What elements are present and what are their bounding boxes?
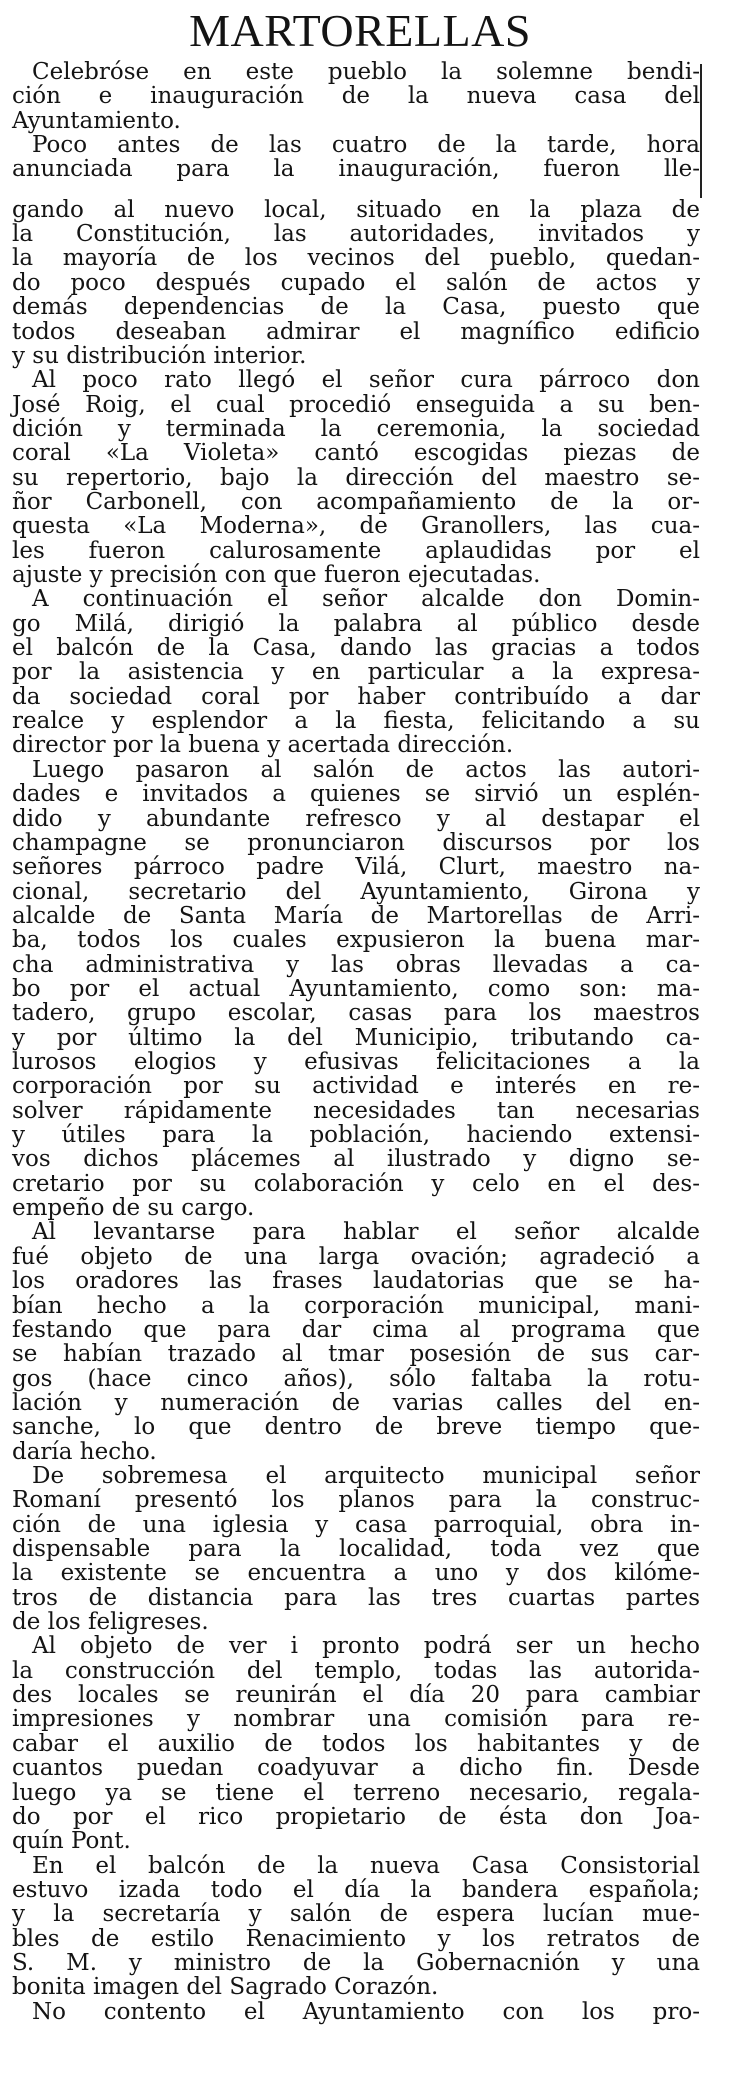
article-line: director por la buena y acertada dirección.	[12, 732, 514, 759]
article-line: impresiones y nombrar una comisión para re-	[12, 1706, 700, 1733]
article-line: por la asistencia y en particular a la expresa-	[12, 659, 700, 686]
article-line: lación y numeración de varias calles del en-	[12, 1389, 700, 1416]
article-line: dido y abundante refresco y al destapar el	[12, 805, 700, 832]
article-line: Luego pasaron al salón de actos las autori-	[32, 756, 700, 783]
article-line: la mayoría de los vecinos del pueblo, quedan-	[12, 245, 700, 272]
article-line: solver rápidamente necesidades tan necesarias	[12, 1097, 700, 1124]
article-line: la existente se encuentra a uno y dos kilóme-	[12, 1560, 700, 1587]
article-line: Celebróse en este pueblo la solemne bendi-	[32, 59, 700, 85]
article-line: do poco después cupado el salón de actos y	[12, 269, 700, 296]
article-line: ñor Carbonell, con acompañamiento de la or-	[12, 488, 700, 515]
article-line: alcalde de Santa María de Martorellas de Arri-	[12, 902, 700, 929]
article-line: les fueron calurosamente aplaudidas por el	[12, 537, 700, 564]
article-line: cional, secretario del Ayuntamiento, Girona y	[12, 878, 700, 905]
article-line: todos deseaban admirar el magnífico edificio	[12, 318, 700, 345]
article-line: ajuste y precisión con que fueron ejecutadas.	[12, 562, 541, 588]
article-line: S. M. y ministro de la Gobernacnión y una	[12, 1949, 700, 1976]
article-line: champagne se pronunciaron discursos por los	[12, 829, 700, 856]
article-line: tros de distancia para las tres cuartas partes	[12, 1584, 700, 1611]
article-line: vos dichos plácemes al ilustrado y digno se-	[12, 1146, 700, 1173]
article-line: dispensable para la localidad, toda vez que	[12, 1536, 700, 1562]
article-line: demás dependencias de la Casa, puesto que	[12, 294, 700, 321]
article-line: de los feligreses.	[12, 1609, 209, 1636]
article-line: su repertorio, bajo la dirección del maestro se-	[12, 464, 700, 491]
article-line: festando que para dar cima al programa que	[12, 1316, 700, 1343]
article-line: Ayuntamiento.	[12, 107, 181, 134]
article-line: gos (hace cinco años), sólo faltaba la rotu-	[12, 1365, 700, 1392]
article-line: daría hecho.	[12, 1438, 157, 1465]
article-line: da sociedad coral por haber contribuído a dar	[12, 683, 700, 710]
article-line: bo por el actual Ayuntamiento, como son: ma-	[12, 975, 700, 1002]
article-line: Poco antes de las cuatro de la tarde, hora	[32, 132, 700, 159]
article-line: los oradores las frases laudatorias que se ha-	[12, 1268, 700, 1295]
article-line: el balcón de la Casa, dando las gracias a todos	[12, 635, 700, 662]
article-line: fué objeto de una larga ovación; agradeció a	[12, 1243, 700, 1270]
article-line: Romaní presentó los planos para la construc-	[12, 1487, 700, 1514]
article-line: des locales se reunirán el día 20 para cambiar	[12, 1682, 700, 1709]
article-line: sanche, lo que dentro de breve tiempo que-	[12, 1414, 700, 1441]
article-line: estuvo izada todo el día la bandera española;	[12, 1876, 700, 1903]
column-rule	[700, 64, 702, 198]
article-line: dades e invitados a quienes se sirvió un esplén-	[12, 781, 700, 808]
article-line: De sobremesa el arquitecto municipal señor	[32, 1462, 700, 1489]
article-line: bían hecho a la corporación municipal, mani-	[12, 1292, 700, 1319]
article-line: y su distribución interior.	[12, 342, 307, 369]
article-headline: MARTORELLAS	[189, 5, 531, 56]
article-line: cuantos puedan coadyuvar a dicho fin. Desde	[12, 1755, 700, 1782]
article-line: gando al nuevo local, situado en la plaza de	[12, 196, 700, 223]
article-line: Al objeto de ver i pronto podrá ser un hecho	[32, 1633, 700, 1660]
article-line: y útiles para la población, haciendo extensi-	[12, 1122, 700, 1149]
article-line: cha administrativa y las obras llevadas a ca-	[12, 951, 700, 978]
article-line: ción de una iglesia y casa parroquial, obra in-	[12, 1511, 700, 1538]
article-line: ción e inauguración de la nueva casa del	[12, 83, 700, 110]
article-line: Al poco rato llegó el señor cura párroco don	[32, 367, 700, 394]
article-line: A continuación el señor alcalde don Domin-	[32, 586, 700, 613]
article-line: luego ya se tiene el terreno necesario, regala-	[12, 1779, 700, 1806]
article-line: anunciada para la inauguración, fueron lle-	[12, 156, 700, 183]
article-line: señores párroco padre Vilá, Clurt, maestro na-	[12, 854, 700, 881]
article-line: No contento el Ayuntamiento con los pro-	[32, 1998, 700, 2025]
article-line: la construcción del templo, todas las autorida-	[12, 1657, 700, 1684]
article-line: la Constitución, las autoridades, invitados y	[12, 221, 700, 248]
article-line: y la secretaría y salón de espera lucían mue-	[12, 1901, 700, 1928]
article-line: tadero, grupo escolar, casas para los maestros	[12, 1000, 700, 1027]
article-line: empeño de su cargo.	[12, 1195, 255, 1222]
article-line: do por el rico propietario de ésta don Joa-	[12, 1803, 700, 1830]
article-line: bonita imagen del Sagrado Corazón.	[12, 1974, 439, 2001]
article-line: questa «La Moderna», de Granollers, las cua-	[12, 513, 700, 540]
article-line: cabar el auxilio de todos los habitantes y de	[12, 1730, 700, 1757]
article-line: realce y esplendor a la fiesta, felicitando a su	[12, 708, 700, 735]
article-line: corporación por su actividad e interés en re-	[12, 1073, 700, 1100]
article-line: bles de estilo Renacimiento y los retratos de	[12, 1925, 700, 1952]
article-line: coral «La Violeta» cantó escogidas piezas de	[12, 440, 700, 467]
article-line: lurosos elogios y efusivas felicitaciones a la	[12, 1049, 700, 1075]
article-line: y por último la del Municipio, tributando ca-	[12, 1024, 700, 1051]
article-line: quín Pont.	[12, 1828, 131, 1855]
article-line: ba, todos los cuales expusieron la buena mar-	[12, 927, 700, 954]
article-line: José Roig, el cual procedió enseguida a su ben-	[12, 391, 700, 418]
article-line: cretario por su colaboración y celo en el des-	[12, 1170, 700, 1197]
article-line: se habían trazado al tmar posesión de sus car-	[12, 1341, 700, 1368]
article-line: En el balcón de la nueva Casa Consistorial	[32, 1852, 700, 1879]
article-line: dición y terminada la ceremonia, la sociedad	[12, 415, 700, 442]
article-line: Al levantarse para hablar el señor alcalde	[32, 1219, 700, 1246]
article-line: go Milá, dirigió la palabra al público desde	[12, 610, 700, 637]
